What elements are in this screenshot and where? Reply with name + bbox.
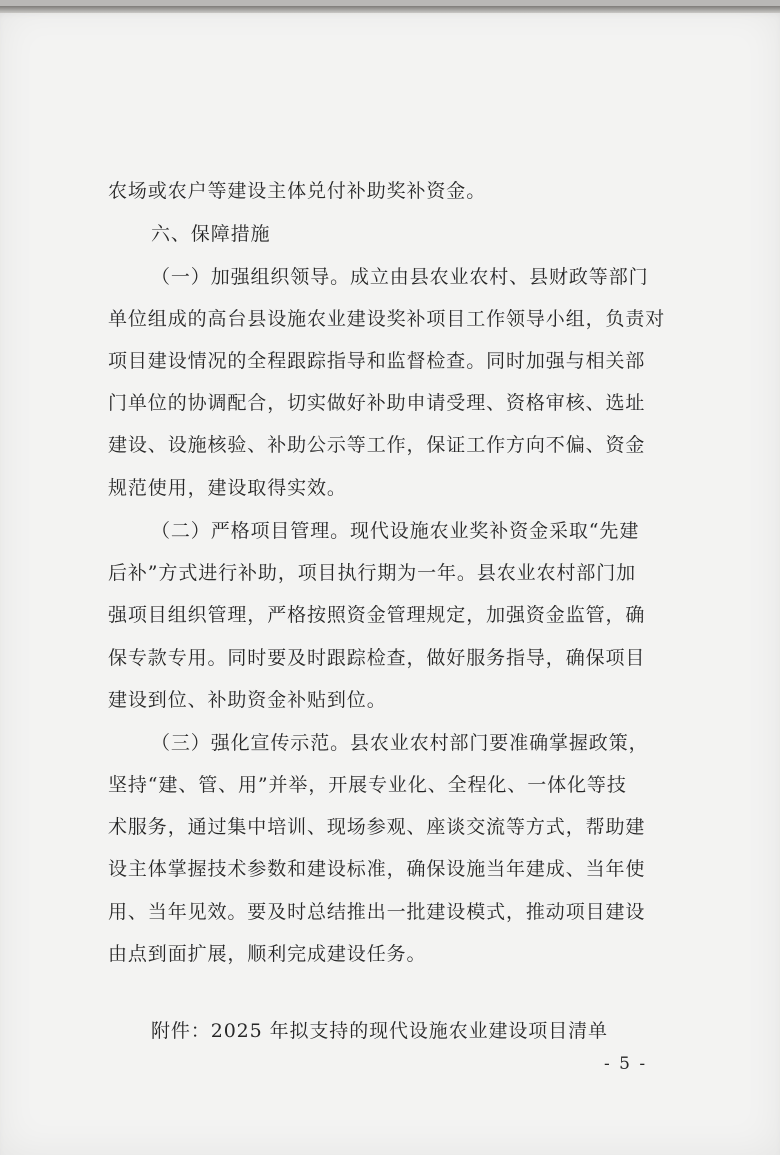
paragraph-line-17: 设主体掌握技术参数和建设标准，确保设施当年建成、当年使 <box>108 858 646 880</box>
paragraph-line-11: 强项目组织管理，严格按照资金管理规定，加强资金监管，确 <box>108 604 646 626</box>
paragraph-line-14: （三）强化宣传示范。县农业农村部门要准确掌握政策， <box>151 732 649 754</box>
document-page <box>0 6 780 1155</box>
paragraph-line-10: 后补”方式进行补助，项目执行期为一年。县农业农村部门加 <box>108 562 637 584</box>
paragraph-line-9: （二）严格项目管理。现代设施农业奖补资金采取“先建 <box>151 520 640 542</box>
attachment-note: 附件：2025 年拟支持的现代设施农业建设项目清单 <box>151 1020 608 1042</box>
paragraph-line-8: 规范使用，建设取得实效。 <box>108 477 347 499</box>
paragraph-line-16: 术服务，通过集中培训、现场参观、座谈交流等方式，帮助建 <box>108 816 646 838</box>
paragraph-line-18: 用、当年见效。要及时总结推出一批建设模式，推动项目建设 <box>108 901 646 923</box>
paragraph-line-5: 项目建设情况的全程跟踪指导和监督检查。同时加强与相关部 <box>108 350 646 372</box>
paragraph-line-1: 农场或农户等建设主体兑付补助奖补资金。 <box>108 180 487 202</box>
paragraph-line-7: 建设、设施核验、补助公示等工作，保证工作方向不偏、资金 <box>108 434 646 456</box>
section-heading-safeguards: 六、保障措施 <box>151 223 271 245</box>
paragraph-line-13: 建设到位、补助资金补贴到位。 <box>108 689 387 711</box>
paragraph-line-12: 保专款专用。同时要及时跟踪检查，做好服务指导，确保项目 <box>108 647 646 669</box>
paragraph-line-15: 坚持“建、管、用”并举，开展专业化、全程化、一体化等技 <box>108 774 627 796</box>
page-number: - 5 - <box>604 1054 648 1074</box>
paragraph-line-3: （一）加强组织领导。成立由县农业农村、县财政等部门 <box>151 266 649 288</box>
paragraph-line-6: 门单位的协调配合，切实做好补助申请受理、资格审核、选址 <box>108 392 646 414</box>
paragraph-line-4: 单位组成的高台县设施农业建设奖补项目工作领导小组，负责对 <box>108 308 666 330</box>
paragraph-line-19: 由点到面扩展，顺利完成建设任务。 <box>108 943 427 965</box>
page-top-edge <box>0 6 780 13</box>
